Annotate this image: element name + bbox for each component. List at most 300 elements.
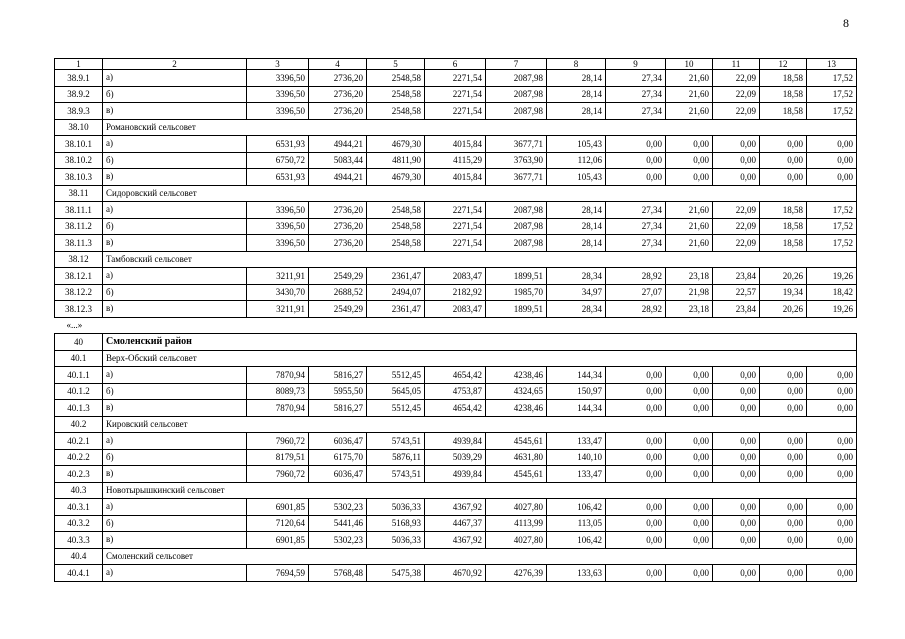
value-cell: 21,60: [666, 70, 713, 87]
value-cell: 0,00: [606, 169, 666, 186]
value-cell: 18,42: [807, 284, 857, 301]
value-cell: 0,00: [666, 449, 713, 466]
value-cell: 2271,54: [425, 86, 486, 103]
table-row: [55, 86, 857, 103]
value-cell: 3211,91: [247, 301, 309, 318]
value-cell: 0,00: [713, 169, 760, 186]
value-cell: 2494,07: [367, 284, 425, 301]
value-cell: 2736,20: [309, 103, 367, 120]
value-cell: 0,00: [666, 152, 713, 169]
row-code: 38.12.3: [55, 301, 103, 318]
value-cell: 20,26: [760, 268, 807, 285]
section-name: Романовский сельсовет: [103, 119, 857, 136]
tariff-table: [54, 58, 857, 582]
value-cell: 4811,90: [367, 152, 425, 169]
value-cell: 4113,99: [486, 515, 547, 532]
value-cell: 4753,87: [425, 383, 486, 400]
column-number: 5: [367, 59, 425, 70]
value-cell: 2549,29: [309, 301, 367, 318]
value-cell: 2271,54: [425, 218, 486, 235]
value-cell: 5168,93: [367, 515, 425, 532]
omission-mark: «...»: [66, 320, 83, 331]
value-cell: 2087,98: [486, 218, 547, 235]
value-cell: 0,00: [713, 515, 760, 532]
value-cell: 0,00: [807, 565, 857, 582]
value-cell: 4027,80: [486, 532, 547, 549]
value-cell: 7960,72: [247, 433, 309, 450]
value-cell: 22,09: [713, 86, 760, 103]
value-cell: 7870,94: [247, 367, 309, 384]
value-cell: 6531,93: [247, 169, 309, 186]
table-row: [55, 367, 857, 384]
value-cell: 4670,92: [425, 565, 486, 582]
value-cell: 21,60: [666, 103, 713, 120]
table-row: [55, 136, 857, 153]
value-cell: 4944,21: [309, 169, 367, 186]
value-cell: 4238,46: [486, 400, 547, 417]
table-row: [55, 301, 857, 318]
value-cell: 3396,50: [247, 218, 309, 235]
value-cell: 3396,50: [247, 70, 309, 87]
value-cell: 18,58: [760, 70, 807, 87]
value-cell: 112,06: [547, 152, 606, 169]
value-cell: 6901,85: [247, 532, 309, 549]
value-cell: 3763,90: [486, 152, 547, 169]
section-code: 38.12: [55, 251, 103, 268]
row-code: 40.1.2: [55, 383, 103, 400]
value-cell: 28,92: [606, 268, 666, 285]
table-row: [55, 466, 857, 483]
value-cell: 5955,50: [309, 383, 367, 400]
section-row: [55, 482, 857, 499]
value-cell: 18,58: [760, 218, 807, 235]
value-cell: 2087,98: [486, 70, 547, 87]
value-cell: 2083,47: [425, 301, 486, 318]
value-cell: 7870,94: [247, 400, 309, 417]
value-cell: 2548,58: [367, 86, 425, 103]
column-number: 7: [486, 59, 547, 70]
value-cell: 5441,46: [309, 515, 367, 532]
table-row: [55, 268, 857, 285]
value-cell: 2271,54: [425, 70, 486, 87]
value-cell: 19,34: [760, 284, 807, 301]
value-cell: 0,00: [760, 433, 807, 450]
row-code: 38.9.3: [55, 103, 103, 120]
value-cell: 27,34: [606, 70, 666, 87]
value-cell: 0,00: [713, 499, 760, 516]
value-cell: 0,00: [713, 433, 760, 450]
column-number: 13: [807, 59, 857, 70]
row-label: а): [103, 268, 247, 285]
value-cell: 5816,27: [309, 367, 367, 384]
row-code: 38.11.1: [55, 202, 103, 219]
value-cell: 2736,20: [309, 202, 367, 219]
value-cell: 2548,58: [367, 70, 425, 87]
row-label: б): [103, 383, 247, 400]
value-cell: 1899,51: [486, 301, 547, 318]
value-cell: 0,00: [666, 169, 713, 186]
row-code: 40.2.1: [55, 433, 103, 450]
row-label: б): [103, 152, 247, 169]
value-cell: 6036,47: [309, 466, 367, 483]
value-cell: 7120,64: [247, 515, 309, 532]
column-number: 10: [666, 59, 713, 70]
value-cell: 0,00: [713, 383, 760, 400]
value-cell: 0,00: [760, 400, 807, 417]
value-cell: 0,00: [807, 152, 857, 169]
value-cell: 2182,92: [425, 284, 486, 301]
value-cell: 22,09: [713, 103, 760, 120]
value-cell: 113,05: [547, 515, 606, 532]
value-cell: 21,60: [666, 235, 713, 252]
row-code: 38.9.1: [55, 70, 103, 87]
value-cell: 4654,42: [425, 400, 486, 417]
value-cell: 23,84: [713, 268, 760, 285]
value-cell: 0,00: [666, 565, 713, 582]
value-cell: 4027,80: [486, 499, 547, 516]
value-cell: 4654,42: [425, 367, 486, 384]
column-number-row: [55, 59, 857, 70]
value-cell: 5512,45: [367, 367, 425, 384]
section-code: 40.4: [55, 548, 103, 565]
value-cell: 2087,98: [486, 86, 547, 103]
value-cell: 0,00: [760, 515, 807, 532]
value-cell: 28,14: [547, 202, 606, 219]
value-cell: 144,34: [547, 367, 606, 384]
district-code: 40: [55, 334, 103, 351]
value-cell: 0,00: [606, 433, 666, 450]
district-name: Смоленский район: [103, 334, 857, 351]
row-code: 38.9.2: [55, 86, 103, 103]
section-name: Новотырышкинский сельсовет: [103, 482, 857, 499]
row-label: а): [103, 433, 247, 450]
row-label: в): [103, 103, 247, 120]
row-code: 40.1.3: [55, 400, 103, 417]
value-cell: 0,00: [666, 400, 713, 417]
value-cell: 0,00: [807, 367, 857, 384]
value-cell: 0,00: [606, 400, 666, 417]
value-cell: 5302,23: [309, 499, 367, 516]
value-cell: 0,00: [606, 466, 666, 483]
value-cell: 2736,20: [309, 218, 367, 235]
page-number: 8: [843, 16, 849, 30]
value-cell: 18,58: [760, 235, 807, 252]
row-code: 40.2.3: [55, 466, 103, 483]
value-cell: 5036,33: [367, 499, 425, 516]
value-cell: 2736,20: [309, 70, 367, 87]
value-cell: 0,00: [807, 383, 857, 400]
value-cell: 5816,27: [309, 400, 367, 417]
value-cell: 0,00: [760, 532, 807, 549]
value-cell: 2361,47: [367, 268, 425, 285]
row-label: б): [103, 515, 247, 532]
value-cell: 4545,61: [486, 466, 547, 483]
value-cell: 0,00: [807, 532, 857, 549]
value-cell: 20,26: [760, 301, 807, 318]
value-cell: 105,43: [547, 136, 606, 153]
value-cell: 4015,84: [425, 136, 486, 153]
value-cell: 7694,59: [247, 565, 309, 582]
value-cell: 21,98: [666, 284, 713, 301]
value-cell: 2087,98: [486, 235, 547, 252]
column-number: 4: [309, 59, 367, 70]
value-cell: 18,58: [760, 86, 807, 103]
value-cell: 3396,50: [247, 202, 309, 219]
value-cell: 2548,58: [367, 103, 425, 120]
row-label: а): [103, 202, 247, 219]
value-cell: 106,42: [547, 499, 606, 516]
value-cell: 18,58: [760, 202, 807, 219]
row-label: б): [103, 86, 247, 103]
value-cell: 0,00: [760, 367, 807, 384]
table-row: [55, 449, 857, 466]
value-cell: 4367,92: [425, 499, 486, 516]
value-cell: 23,18: [666, 268, 713, 285]
value-cell: 0,00: [760, 449, 807, 466]
section-code: 38.10: [55, 119, 103, 136]
value-cell: 106,42: [547, 532, 606, 549]
column-number: 6: [425, 59, 486, 70]
value-cell: 22,09: [713, 218, 760, 235]
value-cell: 5475,38: [367, 565, 425, 582]
row-label: а): [103, 70, 247, 87]
value-cell: 105,43: [547, 169, 606, 186]
value-cell: 28,14: [547, 103, 606, 120]
table-row: [55, 515, 857, 532]
row-code: 40.3.2: [55, 515, 103, 532]
value-cell: 5768,48: [309, 565, 367, 582]
table-row: [55, 235, 857, 252]
table-row: [55, 103, 857, 120]
value-cell: 2736,20: [309, 86, 367, 103]
value-cell: 1899,51: [486, 268, 547, 285]
table-row: [55, 70, 857, 87]
value-cell: 6175,70: [309, 449, 367, 466]
value-cell: 27,34: [606, 218, 666, 235]
value-cell: 22,09: [713, 202, 760, 219]
value-cell: 4939,84: [425, 466, 486, 483]
value-cell: 0,00: [807, 449, 857, 466]
row-label: в): [103, 235, 247, 252]
value-cell: 0,00: [713, 449, 760, 466]
value-cell: 4115,29: [425, 152, 486, 169]
value-cell: 2688,52: [309, 284, 367, 301]
value-cell: 7960,72: [247, 466, 309, 483]
value-cell: 28,14: [547, 70, 606, 87]
value-cell: 0,00: [666, 466, 713, 483]
row-label: а): [103, 367, 247, 384]
value-cell: 5743,51: [367, 433, 425, 450]
value-cell: 0,00: [807, 466, 857, 483]
section-row: [55, 416, 857, 433]
value-cell: 0,00: [760, 499, 807, 516]
value-cell: 5876,11: [367, 449, 425, 466]
column-number: 11: [713, 59, 760, 70]
section-name: Сидоровский сельсовет: [103, 185, 857, 202]
value-cell: 19,26: [807, 268, 857, 285]
value-cell: 133,47: [547, 433, 606, 450]
value-cell: 22,09: [713, 235, 760, 252]
value-cell: 140,10: [547, 449, 606, 466]
value-cell: 28,14: [547, 235, 606, 252]
district-row: [55, 334, 857, 351]
value-cell: 22,09: [713, 70, 760, 87]
row-code: 40.4.1: [55, 565, 103, 582]
value-cell: 21,60: [666, 86, 713, 103]
value-cell: 0,00: [606, 532, 666, 549]
value-cell: 0,00: [666, 499, 713, 516]
column-number: 12: [760, 59, 807, 70]
row-label: в): [103, 301, 247, 318]
value-cell: 2361,47: [367, 301, 425, 318]
row-code: 38.10.3: [55, 169, 103, 186]
row-label: в): [103, 169, 247, 186]
value-cell: 3677,71: [486, 136, 547, 153]
value-cell: 4467,37: [425, 515, 486, 532]
row-code: 38.12.1: [55, 268, 103, 285]
value-cell: 2083,47: [425, 268, 486, 285]
value-cell: 0,00: [713, 400, 760, 417]
value-cell: 17,52: [807, 218, 857, 235]
value-cell: 5743,51: [367, 466, 425, 483]
value-cell: 17,52: [807, 86, 857, 103]
value-cell: 0,00: [713, 136, 760, 153]
section-row: [55, 548, 857, 565]
row-label: б): [103, 284, 247, 301]
row-label: а): [103, 136, 247, 153]
value-cell: 0,00: [713, 466, 760, 483]
value-cell: 0,00: [807, 169, 857, 186]
section-name: Верх-Обский сельсовет: [103, 350, 857, 367]
value-cell: 0,00: [807, 136, 857, 153]
value-cell: 17,52: [807, 202, 857, 219]
value-cell: 4631,80: [486, 449, 547, 466]
table-row: [55, 218, 857, 235]
value-cell: 0,00: [760, 565, 807, 582]
column-number: 3: [247, 59, 309, 70]
section-row: [55, 251, 857, 268]
value-cell: 1985,70: [486, 284, 547, 301]
value-cell: 0,00: [606, 367, 666, 384]
value-cell: 4679,30: [367, 169, 425, 186]
value-cell: 0,00: [713, 367, 760, 384]
value-cell: 4939,84: [425, 433, 486, 450]
table-row: [55, 532, 857, 549]
table-row: [55, 152, 857, 169]
value-cell: 34,97: [547, 284, 606, 301]
value-cell: 18,58: [760, 103, 807, 120]
value-cell: 0,00: [606, 136, 666, 153]
row-label: в): [103, 400, 247, 417]
value-cell: 2548,58: [367, 202, 425, 219]
value-cell: 2087,98: [486, 202, 547, 219]
value-cell: 2736,20: [309, 235, 367, 252]
value-cell: 2271,54: [425, 103, 486, 120]
value-cell: 4944,21: [309, 136, 367, 153]
section-row: [55, 185, 857, 202]
value-cell: 28,14: [547, 218, 606, 235]
section-name: Тамбовский сельсовет: [103, 251, 857, 268]
value-cell: 144,34: [547, 400, 606, 417]
table-row: [55, 565, 857, 582]
value-cell: 5039,29: [425, 449, 486, 466]
column-number: 2: [103, 59, 247, 70]
value-cell: 2549,29: [309, 268, 367, 285]
row-label: а): [103, 499, 247, 516]
row-code: 38.11.2: [55, 218, 103, 235]
value-cell: 0,00: [760, 169, 807, 186]
table-row: [55, 202, 857, 219]
value-cell: 27,34: [606, 86, 666, 103]
row-label: в): [103, 466, 247, 483]
value-cell: 5302,23: [309, 532, 367, 549]
value-cell: 8089,73: [247, 383, 309, 400]
table-row: [55, 400, 857, 417]
value-cell: 19,26: [807, 301, 857, 318]
table-row: [55, 284, 857, 301]
section-name: Кировский сельсовет: [103, 416, 857, 433]
value-cell: 4679,30: [367, 136, 425, 153]
section-name: Смоленский сельсовет: [103, 548, 857, 565]
value-cell: 2271,54: [425, 235, 486, 252]
value-cell: 2271,54: [425, 202, 486, 219]
section-code: 38.11: [55, 185, 103, 202]
value-cell: 5036,33: [367, 532, 425, 549]
value-cell: 0,00: [760, 152, 807, 169]
value-cell: 6901,85: [247, 499, 309, 516]
section-row: [55, 119, 857, 136]
value-cell: 21,60: [666, 218, 713, 235]
table-row: [55, 433, 857, 450]
table-row: [55, 383, 857, 400]
row-code: 40.2.2: [55, 449, 103, 466]
row-label: в): [103, 532, 247, 549]
value-cell: 28,34: [547, 301, 606, 318]
value-cell: 23,18: [666, 301, 713, 318]
value-cell: 133,63: [547, 565, 606, 582]
section-code: 40.1: [55, 350, 103, 367]
value-cell: 2087,98: [486, 103, 547, 120]
value-cell: 0,00: [807, 515, 857, 532]
value-cell: 5083,44: [309, 152, 367, 169]
value-cell: 0,00: [666, 532, 713, 549]
value-cell: 27,07: [606, 284, 666, 301]
value-cell: 0,00: [760, 466, 807, 483]
value-cell: 17,52: [807, 70, 857, 87]
row-code: 40.3.1: [55, 499, 103, 516]
value-cell: 21,60: [666, 202, 713, 219]
value-cell: 3430,70: [247, 284, 309, 301]
value-cell: 27,34: [606, 202, 666, 219]
row-label: б): [103, 218, 247, 235]
value-cell: 3396,50: [247, 86, 309, 103]
value-cell: 28,34: [547, 268, 606, 285]
row-code: 38.12.2: [55, 284, 103, 301]
value-cell: 4324,65: [486, 383, 547, 400]
row-code: 40.3.3: [55, 532, 103, 549]
value-cell: 0,00: [606, 449, 666, 466]
value-cell: 6531,93: [247, 136, 309, 153]
value-cell: 5645,05: [367, 383, 425, 400]
value-cell: 0,00: [606, 499, 666, 516]
value-cell: 6036,47: [309, 433, 367, 450]
section-code: 40.2: [55, 416, 103, 433]
value-cell: 0,00: [606, 383, 666, 400]
value-cell: 3677,71: [486, 169, 547, 186]
value-cell: 6750,72: [247, 152, 309, 169]
section-code: 40.3: [55, 482, 103, 499]
value-cell: 133,47: [547, 466, 606, 483]
